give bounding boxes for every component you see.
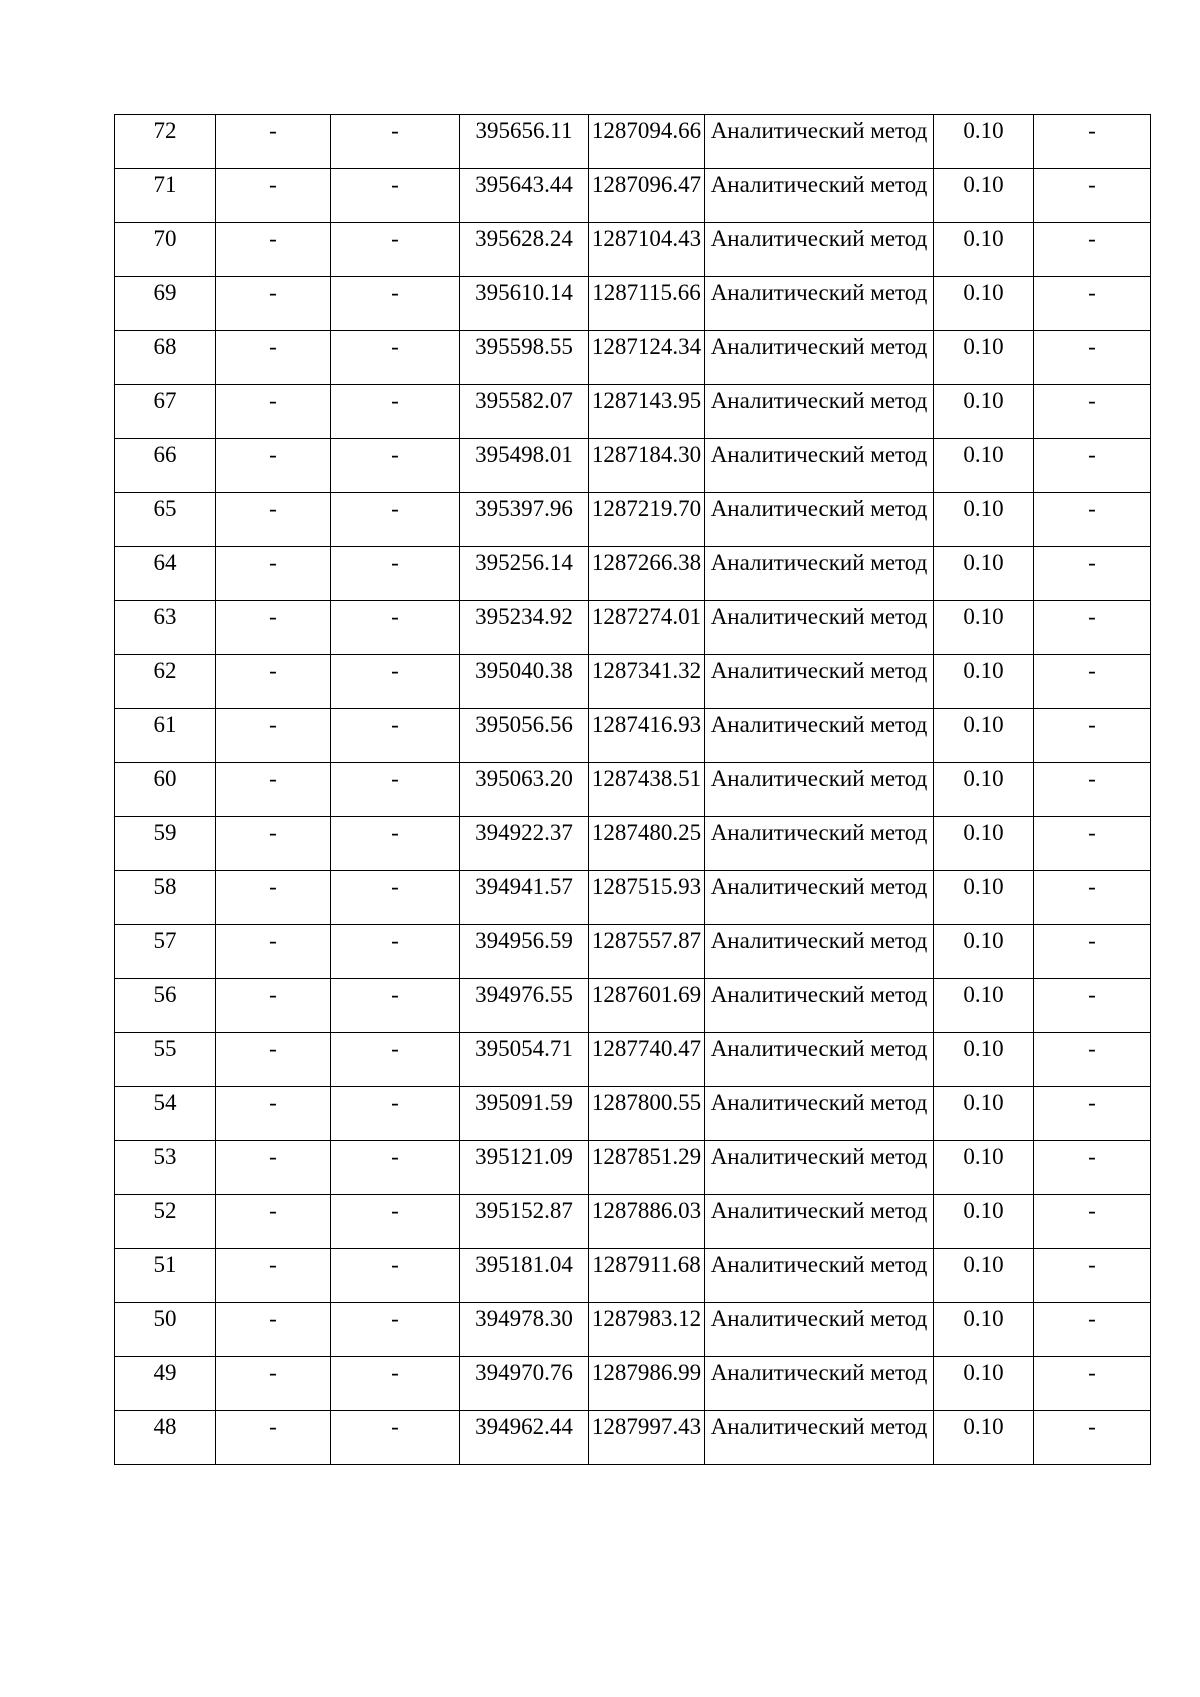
point-number-cell: 71 xyxy=(115,169,216,223)
y-coordinate-cell: 1287094.66 xyxy=(589,115,705,169)
point-number-cell: 63 xyxy=(115,601,216,655)
table-row xyxy=(115,439,1151,493)
accuracy-cell: 0.10 xyxy=(934,1303,1034,1357)
accuracy-cell: 0.10 xyxy=(934,385,1034,439)
dash-cell: - xyxy=(1034,655,1151,709)
table-row xyxy=(115,817,1151,871)
point-number-cell: 57 xyxy=(115,925,216,979)
table-row xyxy=(115,1087,1151,1141)
table-row xyxy=(115,223,1151,277)
accuracy-cell: 0.10 xyxy=(934,925,1034,979)
point-number-cell: 72 xyxy=(115,115,216,169)
y-coordinate-cell: 1287911.68 xyxy=(589,1249,705,1303)
dash-cell: - xyxy=(1034,115,1151,169)
dash-cell: - xyxy=(216,493,331,547)
accuracy-cell: 0.10 xyxy=(934,1195,1034,1249)
y-coordinate-cell: 1287266.38 xyxy=(589,547,705,601)
point-number-cell: 52 xyxy=(115,1195,216,1249)
point-number-cell: 60 xyxy=(115,763,216,817)
dash-cell: - xyxy=(1034,925,1151,979)
dash-cell: - xyxy=(216,925,331,979)
dash-cell: - xyxy=(331,1357,460,1411)
dash-cell: - xyxy=(216,1087,331,1141)
method-cell: Аналитический метод xyxy=(705,115,934,169)
dash-cell: - xyxy=(216,871,331,925)
x-coordinate-cell: 394962.44 xyxy=(460,1411,589,1465)
dash-cell: - xyxy=(1034,1087,1151,1141)
dash-cell: - xyxy=(331,1411,460,1465)
table-row xyxy=(115,277,1151,331)
method-cell: Аналитический метод xyxy=(705,223,934,277)
dash-cell: - xyxy=(1034,169,1151,223)
dash-cell: - xyxy=(331,169,460,223)
y-coordinate-cell: 1287515.93 xyxy=(589,871,705,925)
dash-cell: - xyxy=(216,1249,331,1303)
x-coordinate-cell: 395091.59 xyxy=(460,1087,589,1141)
point-number-cell: 55 xyxy=(115,1033,216,1087)
dash-cell: - xyxy=(216,1411,331,1465)
y-coordinate-cell: 1287851.29 xyxy=(589,1141,705,1195)
method-cell: Аналитический метод xyxy=(705,1087,934,1141)
dash-cell: - xyxy=(331,439,460,493)
accuracy-cell: 0.10 xyxy=(934,493,1034,547)
dash-cell: - xyxy=(216,763,331,817)
dash-cell: - xyxy=(331,115,460,169)
y-coordinate-cell: 1287997.43 xyxy=(589,1411,705,1465)
dash-cell: - xyxy=(331,1303,460,1357)
y-coordinate-cell: 1287184.30 xyxy=(589,439,705,493)
x-coordinate-cell: 394956.59 xyxy=(460,925,589,979)
dash-cell: - xyxy=(216,547,331,601)
method-cell: Аналитический метод xyxy=(705,547,934,601)
table-body xyxy=(115,115,1151,1465)
accuracy-cell: 0.10 xyxy=(934,871,1034,925)
x-coordinate-cell: 395582.07 xyxy=(460,385,589,439)
point-number-cell: 64 xyxy=(115,547,216,601)
method-cell: Аналитический метод xyxy=(705,979,934,1033)
method-cell: Аналитический метод xyxy=(705,1033,934,1087)
dash-cell: - xyxy=(331,493,460,547)
table-row xyxy=(115,1303,1151,1357)
accuracy-cell: 0.10 xyxy=(934,1411,1034,1465)
accuracy-cell: 0.10 xyxy=(934,655,1034,709)
dash-cell: - xyxy=(216,1033,331,1087)
dash-cell: - xyxy=(331,547,460,601)
dash-cell: - xyxy=(1034,493,1151,547)
point-number-cell: 66 xyxy=(115,439,216,493)
dash-cell: - xyxy=(1034,709,1151,763)
dash-cell: - xyxy=(331,1087,460,1141)
y-coordinate-cell: 1287601.69 xyxy=(589,979,705,1033)
y-coordinate-cell: 1287438.51 xyxy=(589,763,705,817)
table-row xyxy=(115,925,1151,979)
accuracy-cell: 0.10 xyxy=(934,1357,1034,1411)
point-number-cell: 53 xyxy=(115,1141,216,1195)
x-coordinate-cell: 395628.24 xyxy=(460,223,589,277)
dash-cell: - xyxy=(216,601,331,655)
point-number-cell: 50 xyxy=(115,1303,216,1357)
dash-cell: - xyxy=(331,763,460,817)
dash-cell: - xyxy=(331,1249,460,1303)
dash-cell: - xyxy=(331,331,460,385)
y-coordinate-cell: 1287143.95 xyxy=(589,385,705,439)
dash-cell: - xyxy=(216,1303,331,1357)
y-coordinate-cell: 1287983.12 xyxy=(589,1303,705,1357)
dash-cell: - xyxy=(216,1195,331,1249)
point-number-cell: 51 xyxy=(115,1249,216,1303)
point-number-cell: 58 xyxy=(115,871,216,925)
method-cell: Аналитический метод xyxy=(705,277,934,331)
dash-cell: - xyxy=(1034,1411,1151,1465)
x-coordinate-cell: 395056.56 xyxy=(460,709,589,763)
method-cell: Аналитический метод xyxy=(705,1195,934,1249)
dash-cell: - xyxy=(331,601,460,655)
dash-cell: - xyxy=(1034,1195,1151,1249)
dash-cell: - xyxy=(216,817,331,871)
accuracy-cell: 0.10 xyxy=(934,115,1034,169)
dash-cell: - xyxy=(216,331,331,385)
dash-cell: - xyxy=(331,817,460,871)
dash-cell: - xyxy=(216,1141,331,1195)
y-coordinate-cell: 1287115.66 xyxy=(589,277,705,331)
dash-cell: - xyxy=(1034,1357,1151,1411)
point-number-cell: 61 xyxy=(115,709,216,763)
point-number-cell: 59 xyxy=(115,817,216,871)
method-cell: Аналитический метод xyxy=(705,763,934,817)
method-cell: Аналитический метод xyxy=(705,493,934,547)
accuracy-cell: 0.10 xyxy=(934,1087,1034,1141)
table-row xyxy=(115,115,1151,169)
dash-cell: - xyxy=(216,223,331,277)
table-row xyxy=(115,331,1151,385)
table-row xyxy=(115,493,1151,547)
dash-cell: - xyxy=(216,385,331,439)
method-cell: Аналитический метод xyxy=(705,1357,934,1411)
dash-cell: - xyxy=(216,439,331,493)
table-row xyxy=(115,1357,1151,1411)
accuracy-cell: 0.10 xyxy=(934,223,1034,277)
table-row xyxy=(115,1249,1151,1303)
table-row xyxy=(115,1141,1151,1195)
method-cell: Аналитический метод xyxy=(705,709,934,763)
dash-cell: - xyxy=(331,925,460,979)
dash-cell: - xyxy=(1034,1033,1151,1087)
dash-cell: - xyxy=(331,871,460,925)
y-coordinate-cell: 1287104.43 xyxy=(589,223,705,277)
method-cell: Аналитический метод xyxy=(705,385,934,439)
table-row xyxy=(115,655,1151,709)
dash-cell: - xyxy=(1034,817,1151,871)
x-coordinate-cell: 395610.14 xyxy=(460,277,589,331)
accuracy-cell: 0.10 xyxy=(934,547,1034,601)
dash-cell: - xyxy=(1034,763,1151,817)
dash-cell: - xyxy=(1034,1249,1151,1303)
x-coordinate-cell: 395040.38 xyxy=(460,655,589,709)
dash-cell: - xyxy=(216,115,331,169)
x-coordinate-cell: 394970.76 xyxy=(460,1357,589,1411)
dash-cell: - xyxy=(1034,601,1151,655)
x-coordinate-cell: 395256.14 xyxy=(460,547,589,601)
method-cell: Аналитический метод xyxy=(705,331,934,385)
dash-cell: - xyxy=(331,979,460,1033)
x-coordinate-cell: 395643.44 xyxy=(460,169,589,223)
y-coordinate-cell: 1287416.93 xyxy=(589,709,705,763)
x-coordinate-cell: 394978.30 xyxy=(460,1303,589,1357)
table-row xyxy=(115,1033,1151,1087)
method-cell: Аналитический метод xyxy=(705,871,934,925)
y-coordinate-cell: 1287800.55 xyxy=(589,1087,705,1141)
dash-cell: - xyxy=(1034,547,1151,601)
accuracy-cell: 0.10 xyxy=(934,979,1034,1033)
table-row xyxy=(115,871,1151,925)
dash-cell: - xyxy=(1034,1141,1151,1195)
x-coordinate-cell: 394941.57 xyxy=(460,871,589,925)
point-number-cell: 68 xyxy=(115,331,216,385)
method-cell: Аналитический метод xyxy=(705,1303,934,1357)
dash-cell: - xyxy=(1034,871,1151,925)
dash-cell: - xyxy=(1034,277,1151,331)
dash-cell: - xyxy=(1034,1303,1151,1357)
x-coordinate-cell: 395054.71 xyxy=(460,1033,589,1087)
table-row xyxy=(115,601,1151,655)
dash-cell: - xyxy=(1034,331,1151,385)
x-coordinate-cell: 395656.11 xyxy=(460,115,589,169)
point-number-cell: 65 xyxy=(115,493,216,547)
method-cell: Аналитический метод xyxy=(705,655,934,709)
y-coordinate-cell: 1287986.99 xyxy=(589,1357,705,1411)
point-number-cell: 69 xyxy=(115,277,216,331)
accuracy-cell: 0.10 xyxy=(934,601,1034,655)
x-coordinate-cell: 395152.87 xyxy=(460,1195,589,1249)
dash-cell: - xyxy=(1034,223,1151,277)
x-coordinate-cell: 395598.55 xyxy=(460,331,589,385)
coordinates-table xyxy=(114,114,1151,1465)
dash-cell: - xyxy=(216,709,331,763)
accuracy-cell: 0.10 xyxy=(934,277,1034,331)
dash-cell: - xyxy=(331,385,460,439)
method-cell: Аналитический метод xyxy=(705,601,934,655)
x-coordinate-cell: 394922.37 xyxy=(460,817,589,871)
dash-cell: - xyxy=(331,1195,460,1249)
point-number-cell: 48 xyxy=(115,1411,216,1465)
table-row xyxy=(115,169,1151,223)
method-cell: Аналитический метод xyxy=(705,925,934,979)
y-coordinate-cell: 1287124.34 xyxy=(589,331,705,385)
accuracy-cell: 0.10 xyxy=(934,817,1034,871)
table-row xyxy=(115,763,1151,817)
y-coordinate-cell: 1287740.47 xyxy=(589,1033,705,1087)
accuracy-cell: 0.10 xyxy=(934,763,1034,817)
point-number-cell: 54 xyxy=(115,1087,216,1141)
table-row xyxy=(115,547,1151,601)
dash-cell: - xyxy=(216,277,331,331)
dash-cell: - xyxy=(1034,385,1151,439)
point-number-cell: 49 xyxy=(115,1357,216,1411)
point-number-cell: 62 xyxy=(115,655,216,709)
method-cell: Аналитический метод xyxy=(705,817,934,871)
y-coordinate-cell: 1287274.01 xyxy=(589,601,705,655)
accuracy-cell: 0.10 xyxy=(934,1033,1034,1087)
accuracy-cell: 0.10 xyxy=(934,439,1034,493)
method-cell: Аналитический метод xyxy=(705,1249,934,1303)
accuracy-cell: 0.10 xyxy=(934,1141,1034,1195)
method-cell: Аналитический метод xyxy=(705,169,934,223)
table-row xyxy=(115,709,1151,763)
x-coordinate-cell: 395397.96 xyxy=(460,493,589,547)
dash-cell: - xyxy=(331,277,460,331)
point-number-cell: 70 xyxy=(115,223,216,277)
dash-cell: - xyxy=(216,169,331,223)
dash-cell: - xyxy=(331,1141,460,1195)
dash-cell: - xyxy=(331,223,460,277)
y-coordinate-cell: 1287341.32 xyxy=(589,655,705,709)
dash-cell: - xyxy=(1034,439,1151,493)
accuracy-cell: 0.10 xyxy=(934,709,1034,763)
x-coordinate-cell: 395063.20 xyxy=(460,763,589,817)
accuracy-cell: 0.10 xyxy=(934,331,1034,385)
accuracy-cell: 0.10 xyxy=(934,1249,1034,1303)
y-coordinate-cell: 1287096.47 xyxy=(589,169,705,223)
dash-cell: - xyxy=(331,655,460,709)
dash-cell: - xyxy=(216,979,331,1033)
x-coordinate-cell: 395234.92 xyxy=(460,601,589,655)
dash-cell: - xyxy=(331,1033,460,1087)
y-coordinate-cell: 1287557.87 xyxy=(589,925,705,979)
dash-cell: - xyxy=(1034,979,1151,1033)
point-number-cell: 67 xyxy=(115,385,216,439)
table-row xyxy=(115,1195,1151,1249)
table-row xyxy=(115,1411,1151,1465)
table-row xyxy=(115,385,1151,439)
accuracy-cell: 0.10 xyxy=(934,169,1034,223)
method-cell: Аналитический метод xyxy=(705,1411,934,1465)
method-cell: Аналитический метод xyxy=(705,439,934,493)
x-coordinate-cell: 394976.55 xyxy=(460,979,589,1033)
dash-cell: - xyxy=(331,709,460,763)
point-number-cell: 56 xyxy=(115,979,216,1033)
y-coordinate-cell: 1287886.03 xyxy=(589,1195,705,1249)
x-coordinate-cell: 395181.04 xyxy=(460,1249,589,1303)
y-coordinate-cell: 1287219.70 xyxy=(589,493,705,547)
dash-cell: - xyxy=(216,1357,331,1411)
table-row xyxy=(115,979,1151,1033)
y-coordinate-cell: 1287480.25 xyxy=(589,817,705,871)
method-cell: Аналитический метод xyxy=(705,1141,934,1195)
x-coordinate-cell: 395498.01 xyxy=(460,439,589,493)
x-coordinate-cell: 395121.09 xyxy=(460,1141,589,1195)
dash-cell: - xyxy=(216,655,331,709)
